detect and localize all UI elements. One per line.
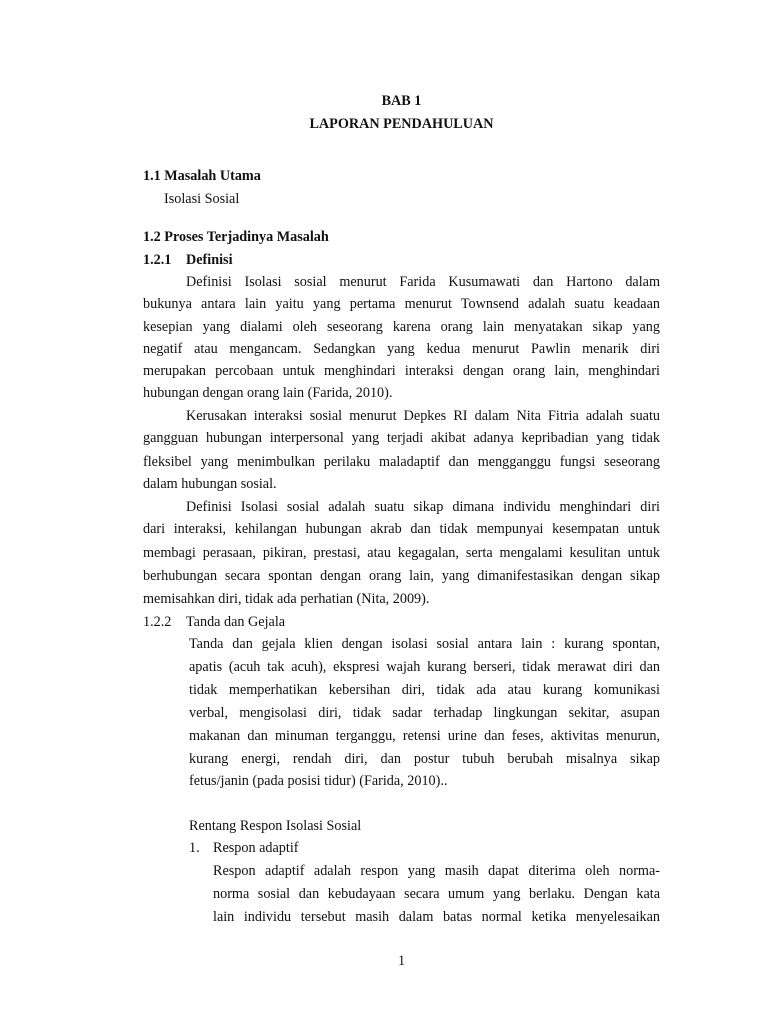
text-line: berhubungan secara spontan dengan orang lain, yang dimanifestasikan dengan sikap xyxy=(143,568,660,584)
list-item-number: 1. xyxy=(189,840,200,856)
section-1-2-2-heading: Tanda dan Gejala xyxy=(186,614,286,630)
text-line: gangguan hubungan interpersonal yang terjadi akibat adanya kepribadian yang tidak xyxy=(143,430,660,446)
text-line: bukunya antara lain yaitu yang pertama menurut Townsend adalah suatu keadaan xyxy=(143,296,660,312)
section-1-1-text: Isolasi Sosial xyxy=(164,191,240,207)
list-item-label: Respon adaptif xyxy=(213,840,299,856)
text-line: Definisi Isolasi sosial adalah suatu sikap dimana individu menghindari diri xyxy=(186,499,660,515)
text-line: fetus/janin (pada posisi tidur) (Farida, 2010).. xyxy=(189,773,448,789)
section-1-1-heading: 1.1 Masalah Utama xyxy=(143,168,261,184)
text-line: negatif atau mengancam. Sedangkan yang kedua menurut Pawlin menarik diri xyxy=(143,341,660,357)
section-1-2-1-heading: Definisi xyxy=(186,252,233,268)
section-1-2-1-number: 1.2.1 xyxy=(143,252,172,268)
text-line: Respon adaptif adalah respon yang masih dapat diterima oleh norma- xyxy=(213,863,660,879)
text-line: hubungan dengan orang lain (Farida, 2010). xyxy=(143,385,393,401)
text-line: kurang energi, rendah diri, dan postur tubuh berubah misalnya sikap xyxy=(189,751,660,767)
section-1-2-2-number: 1.2.2 xyxy=(143,614,172,630)
text-line: merupakan percobaan untuk menghindari interaksi dengan orang lain, menghindari xyxy=(143,363,660,379)
text-line: dari interaksi, kehilangan hubungan akrab dan tidak mempunyai kesempatan untuk xyxy=(143,521,660,537)
text-line: norma sosial dan kebudayaan secara umum yang berlaku. Dengan kata xyxy=(213,886,660,902)
rentang-heading: Rentang Respon Isolasi Sosial xyxy=(189,818,362,834)
text-line: dalam hubungan sosial. xyxy=(143,476,277,492)
text-line: Tanda dan gejala klien dengan isolasi sosial antara lain : kurang spontan, xyxy=(189,636,660,652)
text-line: lain individu tersebut masih dalam batas normal ketika menyelesaikan xyxy=(213,909,660,925)
text-line: memisahkan diri, tidak ada perhatian (Nita, 2009). xyxy=(143,591,430,607)
text-line: membagi perasaan, pikiran, prestasi, atau kegagalan, serta mengalami kesulitan untuk xyxy=(143,545,660,561)
text-line: makanan dan minuman terganggu, retensi urine dan feses, aktivitas menurun, xyxy=(189,728,660,744)
text-line: apatis (acuh tak acuh), ekspresi wajah kurang berseri, tidak merawat diri dan xyxy=(189,659,660,675)
text-line: Definisi Isolasi sosial menurut Farida Kusumawati dan Hartono dalam xyxy=(186,274,660,290)
page-number: 1 xyxy=(397,953,406,969)
section-1-2-heading: 1.2 Proses Terjadinya Masalah xyxy=(143,229,329,245)
chapter-label: BAB 1 xyxy=(381,93,422,109)
text-line: kesepian yang dialami oleh seseorang karena orang lain menyatakan sikap yang xyxy=(143,319,660,335)
text-line: fleksibel yang menimbulkan perilaku maladaptif dan mengganggu fungsi seseorang xyxy=(143,454,660,470)
text-line: verbal, mengisolasi diri, tidak sadar terhadap lingkungan sekitar, asupan xyxy=(189,705,660,721)
page-title: LAPORAN PENDAHULUAN xyxy=(309,116,494,132)
text-line: tidak memperhatikan kebersihan diri, tidak ada atau kurang komunikasi xyxy=(189,682,660,698)
text-line: Kerusakan interaksi sosial menurut Depkes RI dalam Nita Fitria adalah suatu xyxy=(186,408,660,424)
